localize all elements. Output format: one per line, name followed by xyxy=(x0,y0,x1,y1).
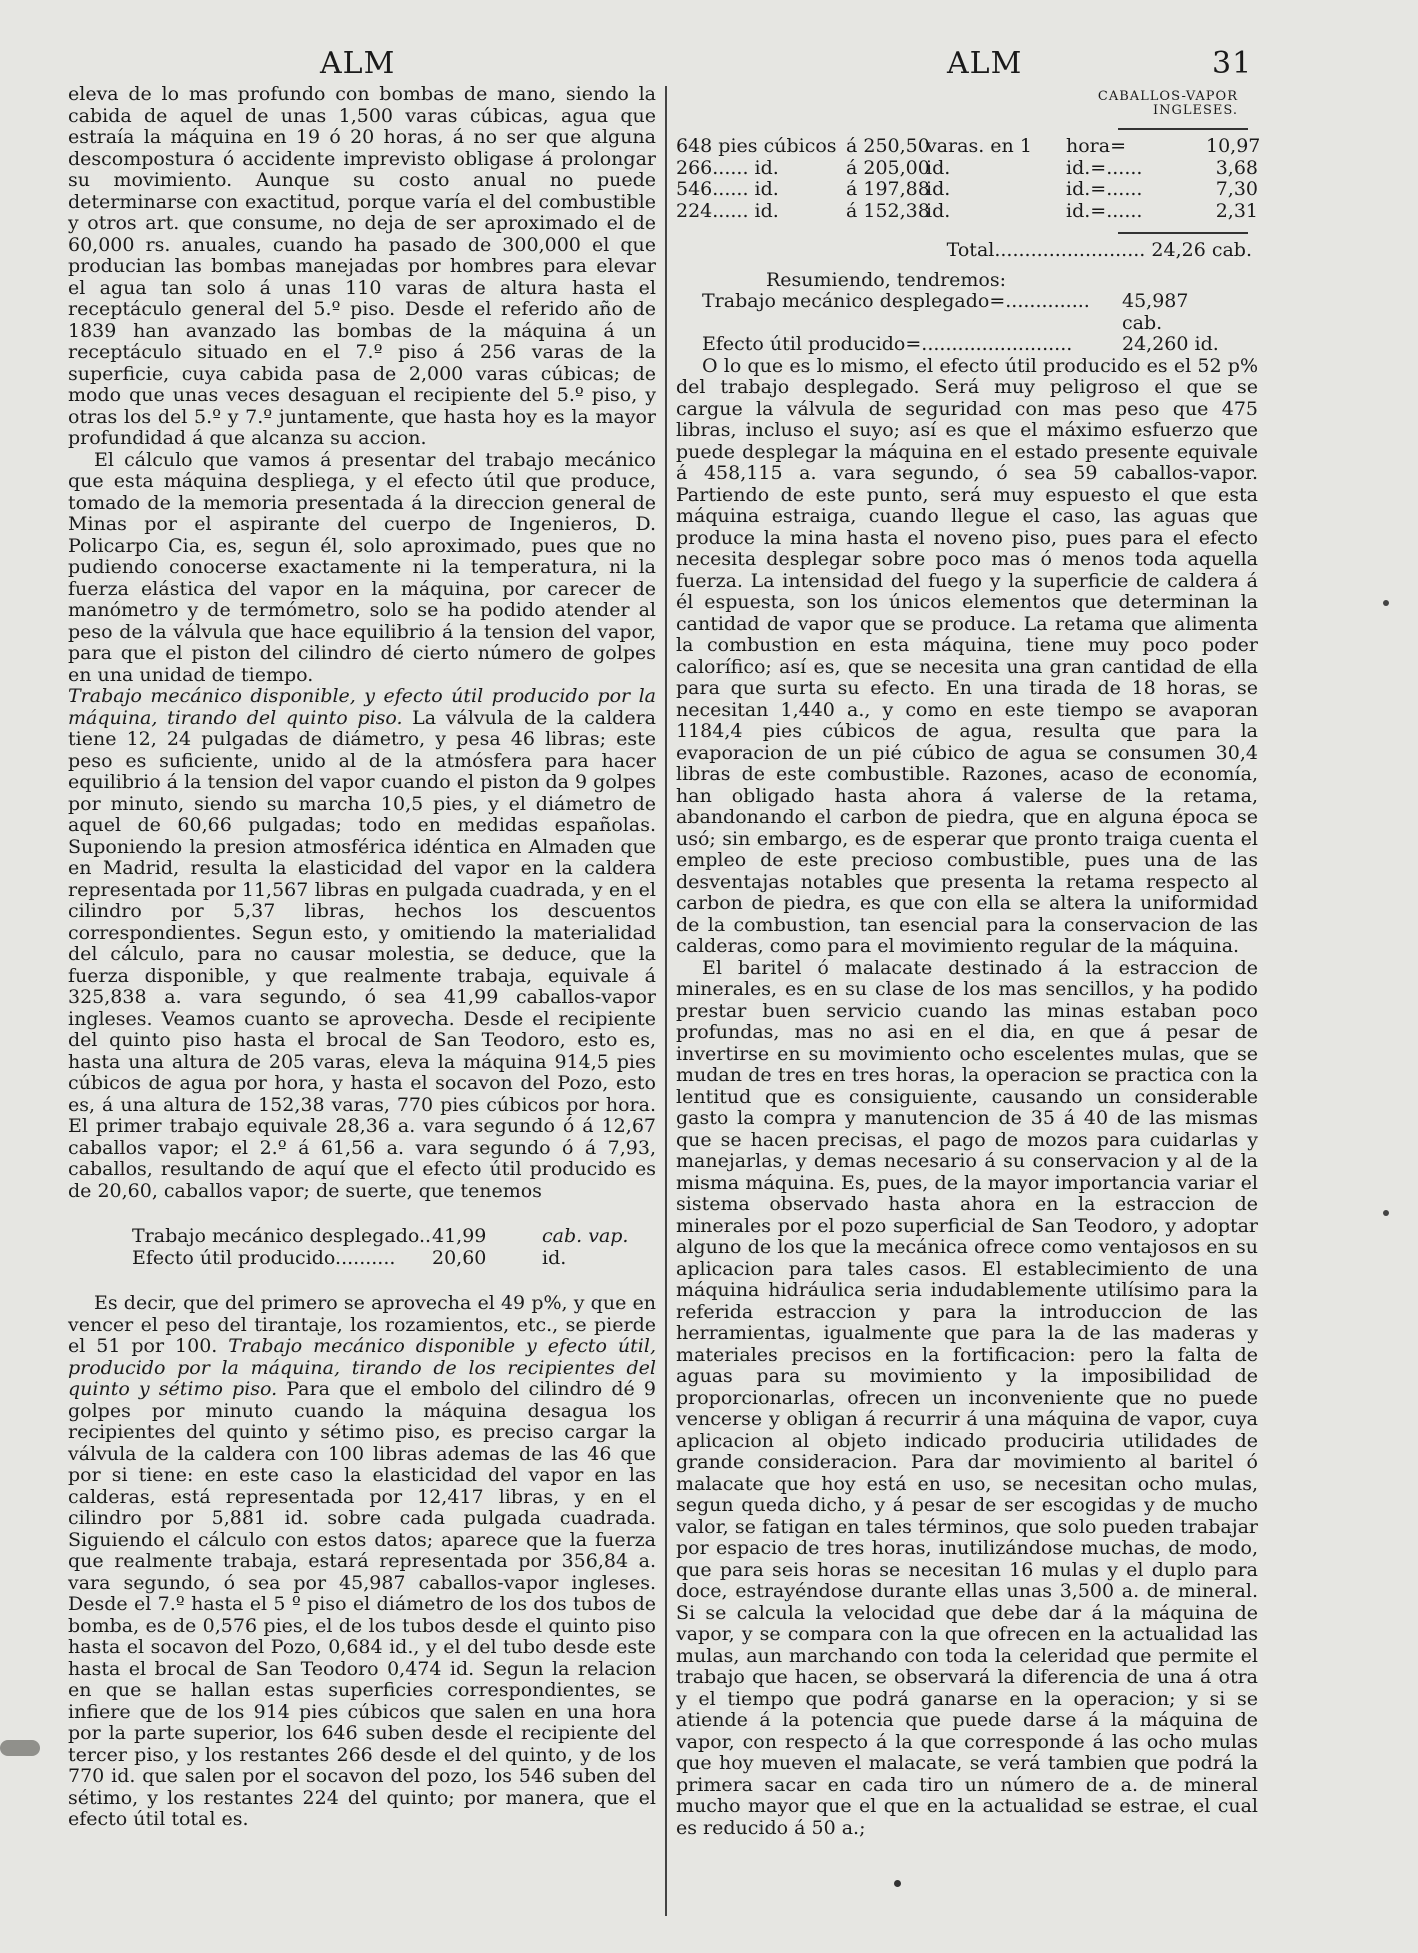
heading-line-1: CABALLOS-VAPOR xyxy=(1097,89,1238,104)
page-number: 31 xyxy=(1212,46,1253,81)
running-head-left: ALM xyxy=(320,46,396,81)
total-label: Total......................... xyxy=(946,239,1146,261)
table-cell: id. xyxy=(926,178,951,200)
summary-table-left xyxy=(68,1226,656,1269)
summary-unit: cab. vap. xyxy=(542,1225,629,1247)
table-cell: á 152,38 xyxy=(846,199,930,222)
resume-label: Trabajo mecánico desplegado=.............. xyxy=(702,290,1090,312)
right-column xyxy=(676,84,1261,1839)
table-cell: id. xyxy=(926,156,951,179)
summary-row xyxy=(132,1226,656,1248)
right-paragraph-2: El baritel ó malacate destinado á la estraccion de minerales, es en su clase de los mas sencillos, y ha podido prestar buen servicio cuando las minas estaban poco profundas, mas no asi en el dia, en que á pesar de invertirse en su movimiento ocho escelentes mulas, que se mudan de tres en tres horas, la operacion se practica con la lentitud que es consiguiente, causando un considerable gasto la compra y manutencion de 35 á 40 de las mismas que se hacen precisas, el pago de mozos para cuidarlas y manejarlas, y demas necesario á su conservacion y al de la misma máquina. Es, pues, de la mayor importancia variar el sistema observado hasta ahora en la estraccion de minerales por el pozo superficial de San Teodoro, y adoptar alguno de los que la mecánica ofrece como ventajosos en su aplicacion para tales casos. El establecimiento de una máquina hidráulica seria indudablemente utilísimo para la referida estraccion y para la introduccion de las herramientas, igualmente que para la de las maderas y materiales precisos en la fortificacion: pero la falta de aguas para su movimiento y la imposibilidad de proporcionarlas, ofrecen un inconveniente que no puede vencerse y obligan á recurrir á una máquina de vapor, cuya aplicacion al objeto indicado produciria utilidades de grande consideracion. Para dar movimiento al baritel ó malacate que hoy está en uso, se necesitan ocho mulas, segun queda dicho, y á pesar de ser escogidas y de mucho valor, se fatigan en tales términos, que solo pueden trabajar por espacio de tres horas, inutilizándose muchas, de modo, que para seis horas se necesitan 16 mulas y el duplo para doce, estrayéndose durante ellas unas 3,500 a. de mineral. Si se calcula la velocidad que debe dar á la máquina de vapor, y se compara con la que ofrecen en la actualidad las mulas, aun marchando con toda la celeridad que permite el trabajo que hacen, se observará la diferencia de una á otra y el tiempo que podrá ganarse en la operacion; y si se atiende á la potencia que puede darse á la máquina de vapor, con respecto á la que corresponde á las ocho mulas que hoy mueven el malacate, se verá tambien que podrá la primera sacar en cada tiro un número de a. de mineral mucho mayor que el que en la actualidad se estrae, el cual es reducido á 50 a.; xyxy=(676,956,1258,1839)
total-value: 24,26 cab. xyxy=(1151,239,1252,261)
summary-label: Efecto útil producido.......... xyxy=(132,1246,396,1269)
table-cell: 10,97 xyxy=(1206,135,1261,157)
table-cell: á 197,88 xyxy=(846,178,930,200)
table-column-heading xyxy=(676,90,1258,118)
resume-value: 45,987 cab. xyxy=(1122,290,1189,334)
left-paragraph-4-b: Para que el embolo del cilindro dé 9 golpes por minuto cuando la máquina desagua los recipientes del quinto y sétimo piso, es preciso cargar la válvula de la caldera con 100 libras ademas de las 46 que por si tiene: en este caso la elasticidad del vapor en las calderas, está representada por 12,417 libras, y en el cilindro por 5,881 id. sobre cada pulgada cuadrada. Siguiendo el cálculo con estos datos; aparece que la fuerza que realmente trabaja, estará representada por 356,84 a. vara segundo, ó sea por 45,987 caballos-vapor ingleses. Desde el 7.º hasta el 5 º piso el diámetro de los dos tubos de bomba, es de 0,576 pies, el de los tubos desde el quinto piso hasta el socavon del Pozo, 0,684 id., y el del tubo desde este hasta el brocal de San Teodoro 0,474 id. Segun la relacion en que se hallan estas superficies correspondientes, se infiere que de los 914 pies cúbicos que salen en una hora por la parte superior, los 646 suben desde el recipiente del tercer piso, y los restantes 266 desde el del quinto, y de los 770 id. que salen por el socavon del pozo, los 546 suben del sétimo, y los restantes 224 del quinto; por manera, que el efecto útil total es. xyxy=(68,1378,656,1830)
table-cell: id. xyxy=(926,199,951,222)
heading-rule xyxy=(1118,128,1248,130)
table-cell: 3,68 xyxy=(1215,156,1258,179)
table-cell: á 205,00 xyxy=(846,156,930,179)
table-row xyxy=(676,158,1258,180)
table-row xyxy=(676,179,1258,201)
left-paragraph-1: eleva de lo mas profundo con bombas de mano, siendo la cabida de aquel de unas 1,500 varas cúbicas, agua que estraía la máquina en 19 ó 20 horas, á no ser que alguna descompostura ó accidente imprevisto obligase á prolongar su movimiento. Aunque su costo anual no puede determinarse con exactitud, porque varía el del combustible y otros art. que consume, no deja de ser aproximado el de 60,000 rs. anuales, cuando ha pasado de 300,000 el que producian las bombas manejadas por hombres para elevar el agua tan solo á unas 110 varas de altura hasta el receptáculo general del 5.º piso. Desde el referido año de 1839 han avanzado las bombas de la máquina á un receptáculo situado en el 7.º piso á 256 varas de la superficie, cuya cabida pasa de 2,000 varas cúbicas; de modo que unas veces desaguan el recipiente del 5.º piso, y otras los del 5.º y 7.º juntamente, que hasta hoy es la mayor profundidad á que alcanza su accion. xyxy=(68,83,656,449)
resume-row xyxy=(676,291,1258,334)
summary-value: 20,60 xyxy=(432,1246,487,1269)
ink-dot xyxy=(1383,1210,1389,1216)
ink-dot xyxy=(1383,600,1389,606)
left-paragraph-3 xyxy=(68,686,656,1202)
ink-blot xyxy=(0,1740,40,1756)
left-paragraph-2: El cálculo que vamos á presentar del trabajo mecánico que esta máquina despliega, y el efecto útil que produce, tomado de la memoria presentada á la direccion general de Minas por el aspirante del cuerpo de Ingenieros, D. Policarpo Cia, es, segun él, solo aproximado, pues que no pudiendo conocerse exactamente ni la temperatura, ni la fuerza elástica del vapor en la máquina, por carecer de manómetro y de termómetro, solo se ha podido atender al peso de la válvula que hace equilibrio á la tension del vapor, para que el piston del cilindro dé cierto número de golpes en una unidad de tiempo. xyxy=(68,448,656,686)
left-paragraph-4 xyxy=(68,1293,656,1831)
resume-row xyxy=(676,334,1258,356)
column-divider xyxy=(665,86,667,1916)
table-cell: hora= xyxy=(1066,135,1127,157)
table-cell: á 250,50 xyxy=(846,135,930,157)
left-column xyxy=(68,84,656,1831)
resume-value: 24,260 id. xyxy=(1122,333,1219,355)
table-cell: id.=...... xyxy=(1066,178,1143,200)
table-cell: 546...... id. xyxy=(676,178,779,200)
table-cell: 2,31 xyxy=(1215,199,1258,222)
table-cell: varas. en 1 xyxy=(926,135,1032,157)
heading-line-2: INGLESES. xyxy=(1153,103,1238,118)
section-heading-quinto-piso: Trabajo mecánico disponible, y efecto útil producido por la máquina, tirando del quinto piso. xyxy=(68,685,656,729)
summary-value: 41,99 xyxy=(432,1225,487,1247)
section-heading-quinto-setimo: Trabajo mecánico disponible y efecto útil, producido por la máquina, tirando de los recipientes del quinto y sétimo piso. xyxy=(68,1335,656,1400)
right-paragraph-1: O lo que es lo mismo, el efecto útil producido es el 52 p% del trabajo desplegado. Será muy peligroso el que se cargue la válvula de seguridad con mas peso que 475 libras, incluso el suyo; así es que el máximo esfuerzo que puede desplegar la máquina en el estado presente equivale á 458,115 a. vara segundo, ó sea 59 caballos-vapor. Partiendo de este punto, será muy espuesto el que esta máquina estraiga, cuando llegue el caso, las aguas que produce la mina hasta el noveno piso, pues para el efecto necesita desplegar sobre poco mas ó menos toda aquella fuerza. La intensidad del fuego y la superficie de caldera á él espuesta, son los únicos elementos que determinan la cantidad de vapor que se produce. La retama que alimenta la combustion en esta máquina, tiene muy poco poder calorífico; así es, que se necesita una gran cantidad de ella para que surta su efecto. En una tirada de 18 horas, se necesitan 1,440 a., y como en este tiempo se avaporan 1184,4 pies cúbicos de agua, resulta que para la evaporacion de un pié cúbico de agua se consumen 30,4 libras de este combustible. Razones, acaso de economía, han obligado hasta ahora á valerse de la retama, abandonando el carbon de piedra, que en alguna época se usó; sin embargo, es de esperar que pronto traiga cuenta el empleo de este precioso combustible, pues una de las desventajas notables que presenta la retama respecto al carbon de piedra, es que con ella se altera la uniformidad de la combustion, tan esencial para la conservacion de las calderas, como para el movimiento regular de la máquina. xyxy=(676,354,1258,957)
ink-dot xyxy=(894,1880,901,1887)
resume-label: Efecto útil producido=......................... xyxy=(702,333,1073,355)
table-row xyxy=(676,135,1261,158)
left-paragraph-3-body: La válvula de la caldera tiene 12, 24 pulgadas de diámetro, y pesa 46 libras; este peso es suficiente, unido al de la atmósfera para hacer equilibrio á la tension del vapor cuando el piston da 9 golpes por minuto, siendo su marcha 10,5 pies, y el diámetro de aquel de 60,66 pulgadas; todo en medidas españolas. Suponiendo la presion atmosférica idéntica en Almaden que en Madrid, resulta la elasticidad del vapor en la caldera representada por 11,567 libras en pulgada cuadrada, y en el cilindro por 5,37 libras, hechos los descuentos correspondientes. Segun esto, y omitiendo la materialidad del cálculo, para no causar molestia, se deduce, que la fuerza disponible, y que realmente trabaja, equivale á 325,838 a. vara segundo, ó sea 41,99 caballos-vapor ingleses. Veamos cuanto se aprovecha. Desde el recipiente del quinto piso hasta el brocal de San Teodoro, esto es, hasta una altura de 205 varas, eleva la máquina 914,5 pies cúbicos de agua por hora, y hasta el socavon del Pozo, esto es, á una altura de 152,38 varas, 770 pies cúbicos por hora. El primer trabajo equivale 28,36 a. vara segundo ó á 12,67 caballos vapor; el 2.º á 61,56 a. vara segundo ó á 7,93, caballos, resultando de aquí que el efecto útil producido es de 20,60, caballos vapor; de suerte, que tenemos xyxy=(68,706,656,1202)
table-cell: 224...... id. xyxy=(676,199,779,222)
water-table xyxy=(676,135,1261,222)
table-cell: id.=...... xyxy=(1066,199,1143,222)
summary-label: Trabajo mecánico desplegado.. xyxy=(132,1225,432,1247)
left-paragraph-4-a: Es decir, que del primero se aprovecha el 49 p%, y que en vencer el peso del tirantaje, los rozamientos, etc., se pierde el 51 por 100. xyxy=(68,1292,656,1357)
table-total xyxy=(676,240,1258,262)
table-cell: 648 pies cúbicos xyxy=(676,135,837,157)
table-cell: id.=...... xyxy=(1066,156,1143,179)
summary-unit: id. xyxy=(542,1246,567,1269)
table-cell: 7,30 xyxy=(1215,178,1258,200)
table-cell: 266...... id. xyxy=(676,156,779,179)
summary-row xyxy=(132,1248,656,1270)
table-row xyxy=(676,201,1258,223)
resume-intro: Resumiendo, tendremos: xyxy=(766,268,1007,291)
running-head-center: ALM xyxy=(947,46,1023,81)
total-rule xyxy=(1118,232,1248,234)
